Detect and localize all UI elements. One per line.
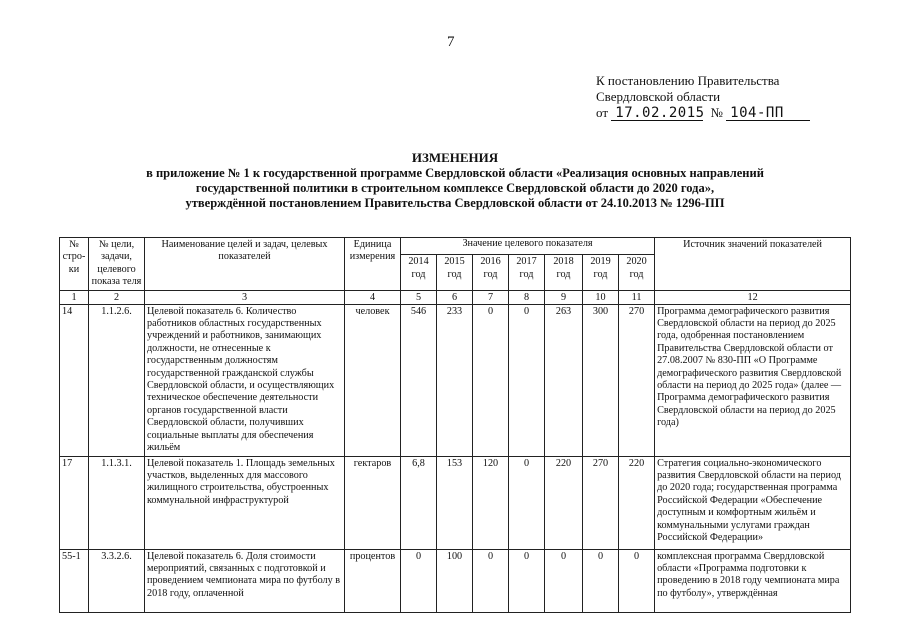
source: Программа демографического развития Свердловской области на период до 2025 года, одобренная постановлением Правительства Свердловской области от 27.08.2007 № 830-ПП «О Программе демографического развития Свердловской области на период до 2025 года» (далее — Программа демографического развития Свердловской области на период до 2025 года) <box>655 304 851 456</box>
indicator-name: Целевой показатель 1. Площадь земельных участков, выделенных для массового жилищного строительства, обустроенных коммунальной инфраструктурой <box>145 456 345 549</box>
value-2020: 0 <box>619 549 655 612</box>
column-number: 9 <box>545 290 583 304</box>
column-number: 2 <box>89 290 145 304</box>
row-number: 55-1 <box>60 549 89 612</box>
row-number: 17 <box>60 456 89 549</box>
goal-number: 1.1.3.1. <box>89 456 145 549</box>
from-label: от <box>596 105 609 120</box>
indicator-name: Целевой показатель 6. Количество работников областных государственных учреждений и работников, занимающих должности, не отнесенные к государственным должностям государственной гражданской службы Свердловской области, и осуществляющих техническое обеспечение деятельности органов государственной власти Свердловской области, получивших социальные выплаты для обеспечения жильём <box>145 304 345 456</box>
value-2020: 270 <box>619 304 655 456</box>
value-2016: 0 <box>473 549 509 612</box>
value-2014: 546 <box>401 304 437 456</box>
approval-block <box>596 73 810 121</box>
unit: гектаров <box>345 456 401 549</box>
column-number: 3 <box>145 290 345 304</box>
value-2017: 0 <box>509 304 545 456</box>
column-numbers-row <box>60 290 851 304</box>
value-2018: 220 <box>545 456 583 549</box>
title-line-3: утверждённой постановлением Правительства Свердловской области от 24.10.2013 № 1296-ПП <box>185 196 725 210</box>
header-row-1 <box>60 238 851 255</box>
header-year: 2014 год <box>401 255 437 291</box>
table-row <box>60 304 851 456</box>
unit: человек <box>345 304 401 456</box>
header-name: Наименование целей и задач, целевых показателей <box>145 238 345 291</box>
header-year: 2017 год <box>509 255 545 291</box>
column-number: 11 <box>619 290 655 304</box>
column-number: 5 <box>401 290 437 304</box>
value-2014: 6,8 <box>401 456 437 549</box>
header-row-num: № стро-ки <box>60 238 89 291</box>
value-2019: 300 <box>583 304 619 456</box>
column-number: 4 <box>345 290 401 304</box>
value-2018: 263 <box>545 304 583 456</box>
header-goal-num: № цели, задачи, целевого показа теля <box>89 238 145 291</box>
value-2019: 270 <box>583 456 619 549</box>
value-2019: 0 <box>583 549 619 612</box>
value-2020: 220 <box>619 456 655 549</box>
header-source: Источник значений показателей <box>655 238 851 291</box>
value-2015: 100 <box>437 549 473 612</box>
approval-number: 104-ПП <box>726 106 810 121</box>
goal-number: 3.3.2.6. <box>89 549 145 612</box>
column-number: 6 <box>437 290 473 304</box>
column-number: 10 <box>583 290 619 304</box>
title-line-1: в приложение № 1 к государственной программе Свердловской области «Реализация основных направлений <box>146 166 764 180</box>
header-year: 2016 год <box>473 255 509 291</box>
value-2017: 0 <box>509 549 545 612</box>
indicators-table <box>59 237 851 613</box>
header-year: 2019 год <box>583 255 619 291</box>
source: Стратегия социально-экономического развития Свердловской области на период до 2020 года; государственная программа Российской Федерации «Обеспечение доступным и комфортным жильём и коммунальными услугами граждан Российской Федерации» <box>655 456 851 549</box>
column-number: 12 <box>655 290 851 304</box>
approval-line-2: Свердловской области <box>596 89 721 104</box>
source: комплексная программа Свердловской области «Программа подготовки к проведению в 2018 году чемпионата мира по футболу», утверждённая <box>655 549 851 612</box>
column-number: 7 <box>473 290 509 304</box>
approval-line-1: К постановлению Правительства <box>596 73 780 88</box>
approval-date-line <box>596 105 810 121</box>
value-2014: 0 <box>401 549 437 612</box>
value-2016: 120 <box>473 456 509 549</box>
header-year: 2018 год <box>545 255 583 291</box>
column-number: 8 <box>509 290 545 304</box>
value-2018: 0 <box>545 549 583 612</box>
title-line-2: государственной политики в строительном комплексе Свердловской области до 2020 года», <box>195 181 715 195</box>
table-row <box>60 456 851 549</box>
value-2016: 0 <box>473 304 509 456</box>
header-year: 2020 год <box>619 255 655 291</box>
page-number: 7 <box>447 34 455 50</box>
indicator-name: Целевой показатель 6. Доля стоимости мероприятий, связанных с подготовкой и проведением чемпионата мира по футболу в 2018 году, оплаченной <box>145 549 345 612</box>
column-number: 1 <box>60 290 89 304</box>
table-row <box>60 549 851 612</box>
goal-number: 1.1.2.6. <box>89 304 145 456</box>
header-year: 2015 год <box>437 255 473 291</box>
unit: процентов <box>345 549 401 612</box>
number-label: № <box>710 105 723 120</box>
document-title <box>60 150 850 211</box>
header-unit: Единица измерения <box>345 238 401 291</box>
value-2015: 153 <box>437 456 473 549</box>
row-number: 14 <box>60 304 89 456</box>
header-values-group: Значение целевого показателя <box>401 238 655 255</box>
title-heading: ИЗМЕНЕНИЯ <box>411 150 499 165</box>
value-2015: 233 <box>437 304 473 456</box>
value-2017: 0 <box>509 456 545 549</box>
approval-date: 17.02.2015 <box>611 106 703 121</box>
